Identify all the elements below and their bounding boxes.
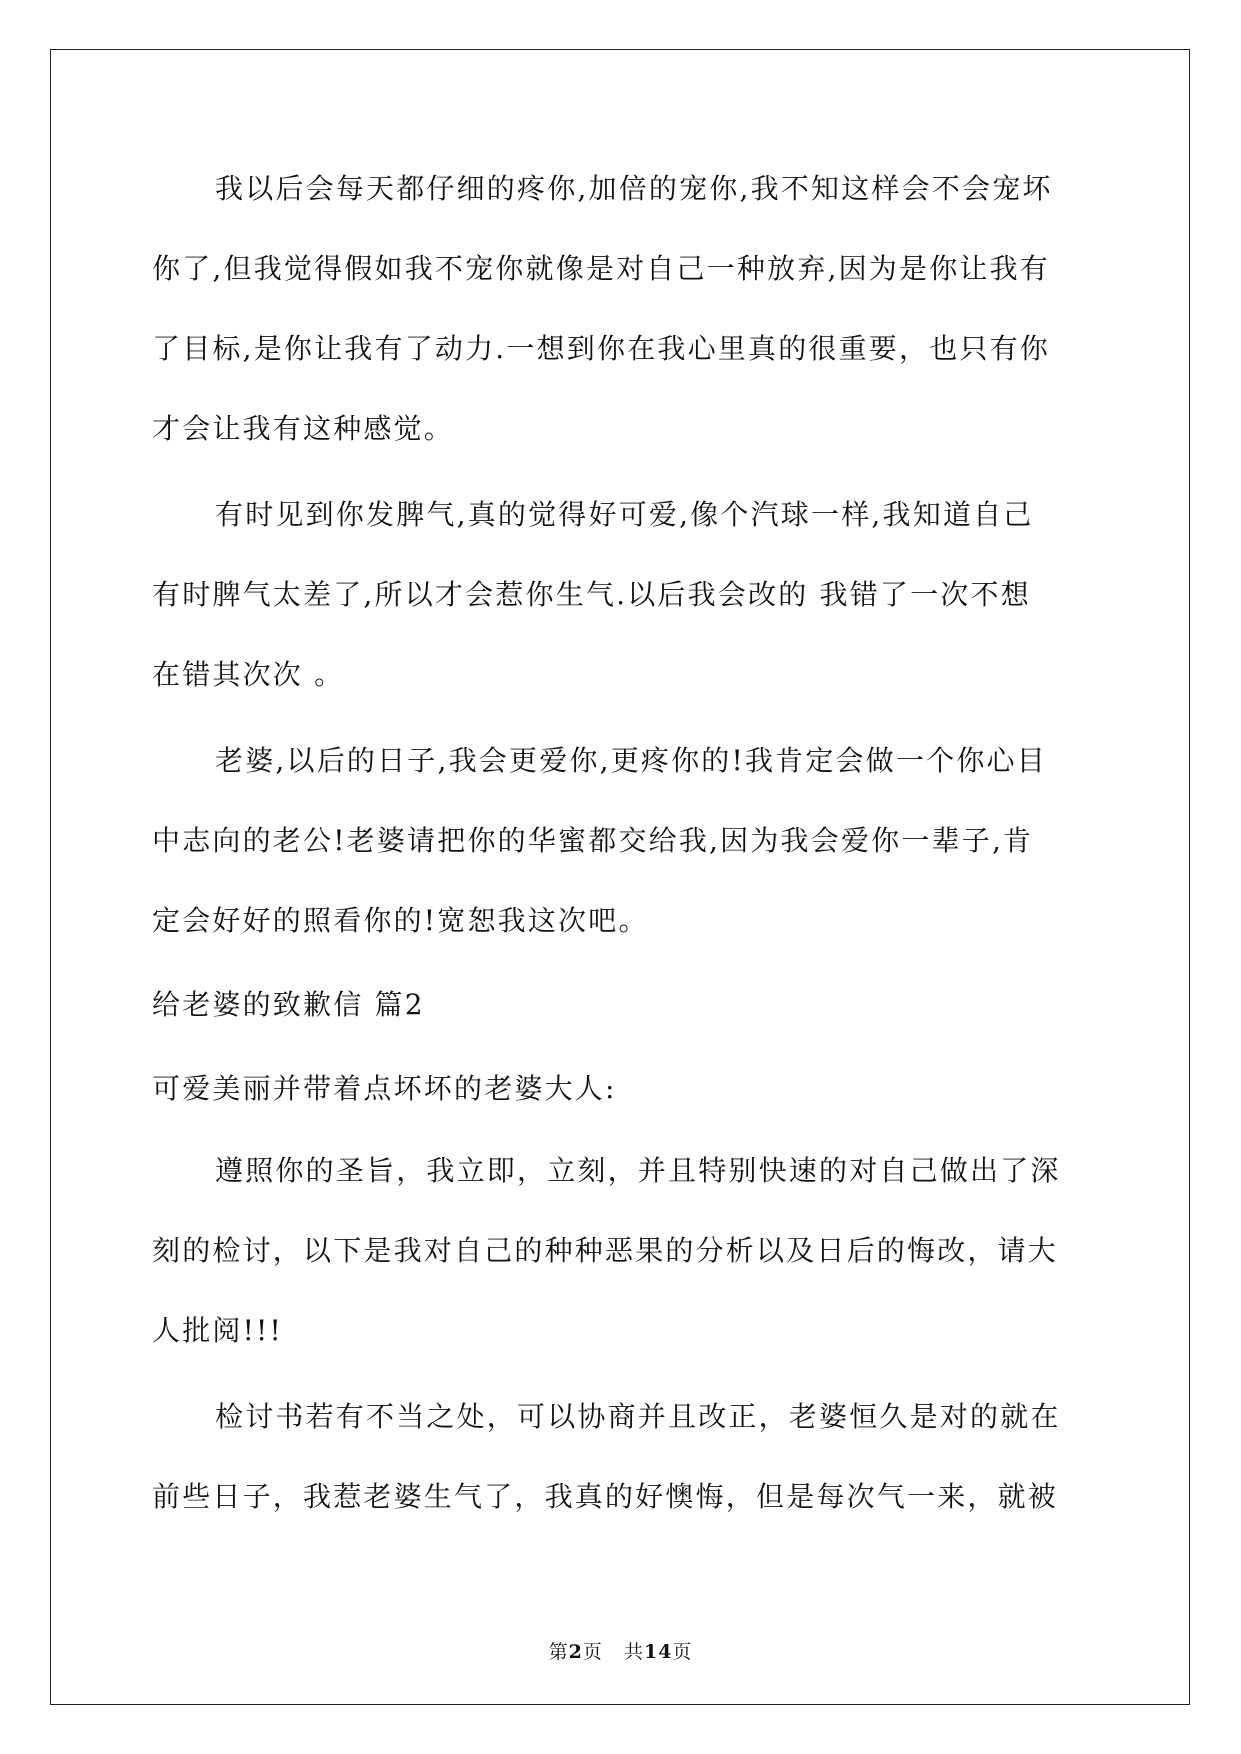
- paragraph-5-line-2: 前些日子，我惹老婆生气了，我真的好懊悔，但是每次气一来，就被: [152, 1480, 1059, 1513]
- paragraph-4-line-1: 遵照你的圣旨，我立即，立刻，并且特别快速的对自己做出了深: [215, 1154, 1061, 1187]
- page-number: 2: [568, 1641, 583, 1663]
- page-border: [50, 49, 1190, 1705]
- paragraph-2-line-1: 有时见到你发脾气,真的觉得好可爱,像个汽球一样,我知道自己: [215, 498, 1034, 531]
- paragraph-2-line-2: 有时脾气太差了,所以才会惹你生气.以后我会改的 我错了一次不想: [152, 578, 1031, 611]
- paragraph-1-line-3: 了目标,是你让我有了动力.一想到你在我心里真的很重要，也只有你: [152, 332, 1051, 365]
- page-footer: [0, 1640, 1241, 1664]
- paragraph-5-line-1: 检讨书若有不当之处，可以协商并且改正，老婆恒久是对的就在: [215, 1400, 1061, 1433]
- paragraph-4-line-2: 刻的检讨，以下是我对自己的种种恶果的分析以及日后的悔改，请大: [152, 1234, 1059, 1267]
- total-suffix: 页: [672, 1641, 693, 1663]
- paragraph-1-line-4: 才会让我有这种感觉。: [152, 412, 455, 445]
- paragraph-3-line-1: 老婆,以后的日子,我会更爱你,更疼你的!我肯定会做一个你心目: [215, 744, 1047, 777]
- paragraph-1-line-1: 我以后会每天都仔细的疼你,加倍的宠你,我不知这样会不会宠坏: [215, 172, 1053, 205]
- paragraph-3-line-3: 定会好好的照看你的!宽恕我这次吧。: [152, 904, 649, 937]
- paragraph-1-line-2: 你了,但我觉得假如我不宠你就像是对自己一种放弃,因为是你让我有: [152, 252, 1051, 285]
- total-prefix: 共: [623, 1641, 644, 1663]
- section-heading: 给老婆的致歉信 篇2: [152, 988, 425, 1021]
- paragraph-4-line-3: 人批阅!!!: [152, 1314, 283, 1347]
- page-prefix: 第: [548, 1641, 569, 1663]
- paragraph-2-line-3: 在错其次次 。: [152, 658, 345, 691]
- paragraph-3-line-2: 中志向的老公!老婆请把你的华蜜都交给我,因为我会爱你一辈子,肯: [152, 824, 1034, 857]
- total-pages: 14: [643, 1641, 673, 1663]
- salutation: 可爱美丽并带着点坏坏的老婆大人:: [152, 1072, 617, 1105]
- page-suffix: 页: [582, 1641, 603, 1663]
